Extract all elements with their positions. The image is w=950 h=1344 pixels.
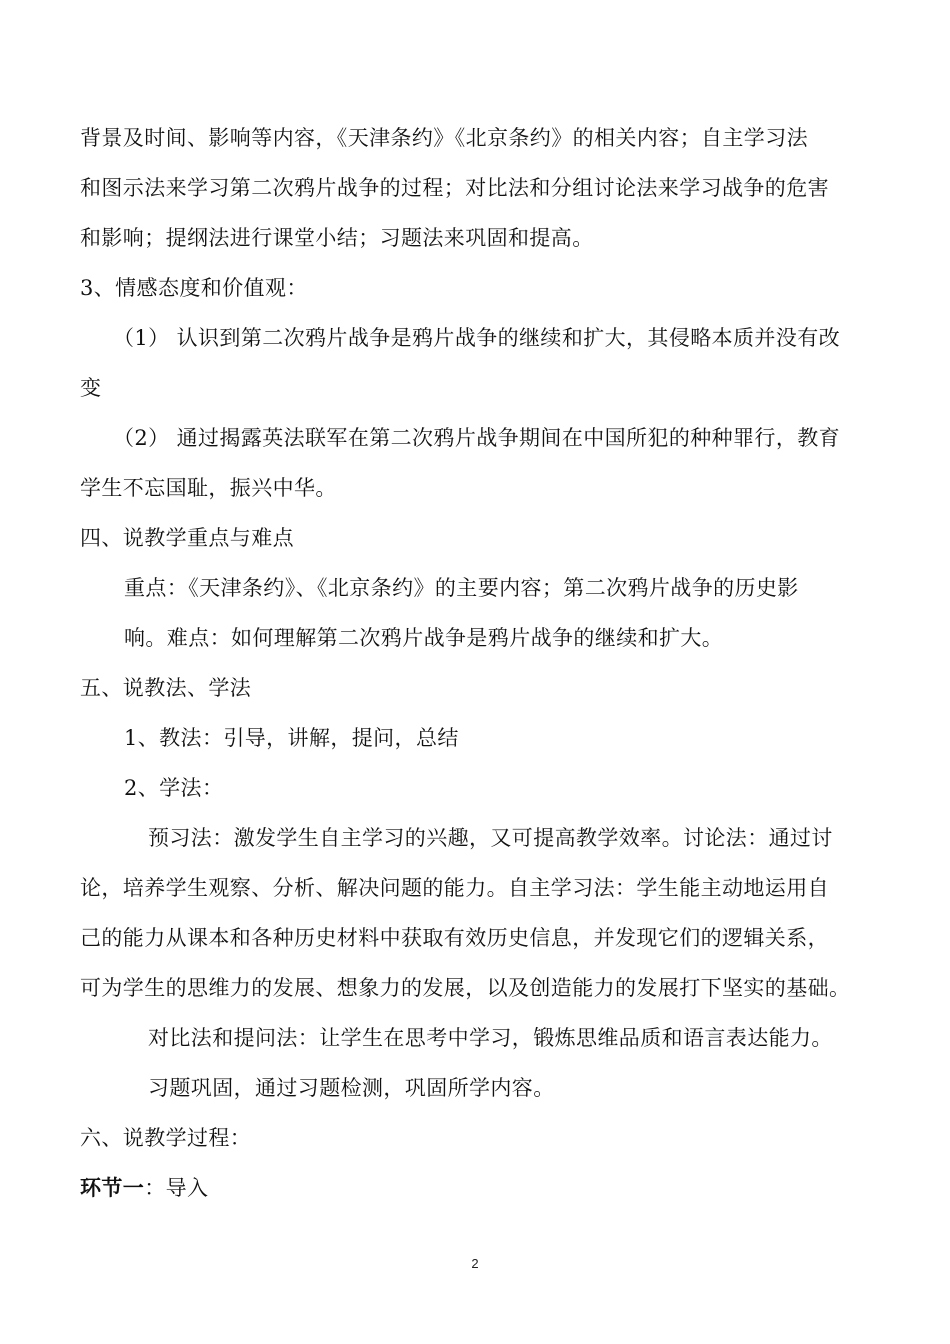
paragraph-line: 论，培养学生观察、分析、解决问题的能力。自主学习法：学生能主动地运用自 (80, 876, 829, 900)
section-heading: 六、说教学过程： (80, 1126, 252, 1150)
section-heading-bold: 环节一 (80, 1176, 145, 1200)
paragraph-line: 和影响；提纲法进行课堂小结；习题法来巩固和提高。 (80, 226, 594, 250)
list-item: （2） 通过揭露英法联军在第二次鸦片战争期间在中国所犯的种种罪行，教育 (113, 426, 841, 450)
paragraph-line: 变 (80, 376, 102, 400)
paragraph-line: 和图示法来学习第二次鸦片战争的过程；对比法和分组讨论法来学习战争的危害 (80, 176, 829, 200)
subsection-heading: 3、情感态度和价值观： (80, 276, 308, 300)
paragraph-line: 预习法：激发学生自主学习的兴趣，又可提高教学效率。讨论法：通过讨 (148, 826, 833, 850)
paragraph-line: 背景及时间、影响等内容，《天津条约》《北京条约》的相关内容；自主学习法 (80, 126, 808, 150)
list-item: 1、教法：引导，讲解，提问，总结 (124, 726, 459, 750)
paragraph-line: 学生不忘国耻，振兴中华。 (80, 476, 337, 500)
section-heading: 四、说教学重点与难点 (80, 526, 294, 550)
paragraph-line: 重点：《天津条约》、《北京条约》的主要内容；第二次鸦片战争的历史影 (124, 576, 799, 600)
page-number: 2 (471, 1256, 479, 1271)
paragraph-line: 响。难点：如何理解第二次鸦片战争是鸦片战争的继续和扩大。 (124, 626, 724, 650)
subsection-heading (80, 1173, 208, 1203)
section-heading-rest: ：导入 (144, 1176, 209, 1200)
paragraph-line: 对比法和提问法：让学生在思考中学习，锻炼思维品质和语言表达能力。 (148, 1026, 833, 1050)
paragraph-line: 己的能力从课本和各种历史材料中获取有效历史信息，并发现它们的逻辑关系， (80, 926, 829, 950)
paragraph-line: 可为学生的思维力的发展、想象力的发展，以及创造能力的发展打下坚实的基础。 (80, 976, 851, 1000)
paragraph-line: 习题巩固，通过习题检测，巩固所学内容。 (148, 1076, 555, 1100)
section-heading: 五、说教法、学法 (80, 676, 252, 700)
list-item: （1） 认识到第二次鸦片战争是鸦片战争的继续和扩大，其侵略本质并没有改 (113, 326, 841, 350)
list-item: 2、学法： (124, 776, 224, 800)
